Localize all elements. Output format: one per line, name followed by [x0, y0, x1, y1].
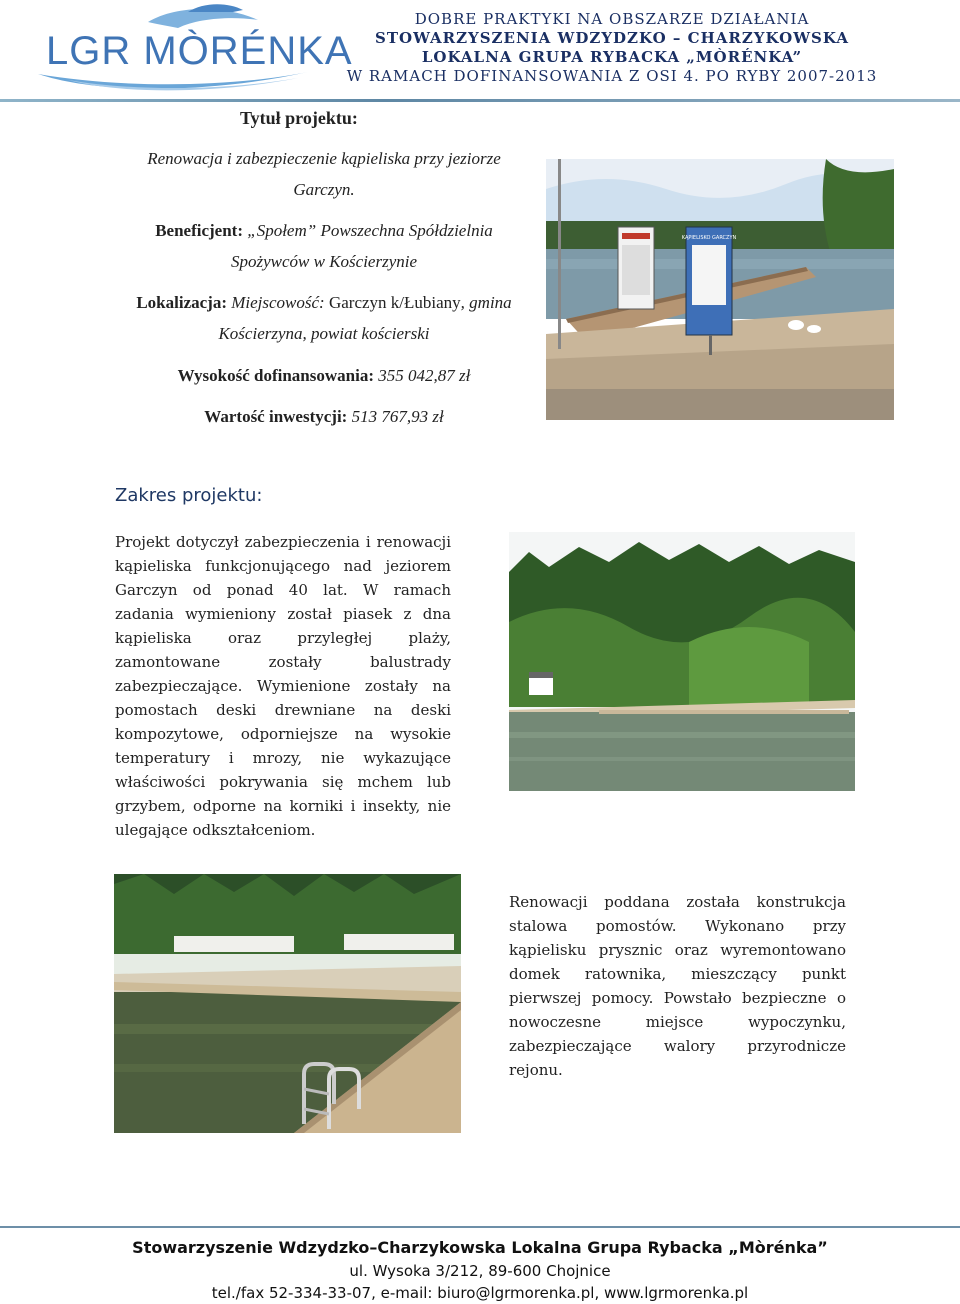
location-label: Lokalizacja:: [136, 293, 227, 312]
project-title-line-2: Garczyn.: [293, 180, 355, 199]
header-line-1: DOBRE PRAKTYKI NA OBSZARZE DZIAŁANIA: [414, 10, 810, 28]
beneficiary-row: [110, 216, 538, 246]
photo-pier-ladder: [114, 874, 461, 1133]
project-title-label: Tytuł projektu:: [240, 108, 358, 128]
sign-text: KĄPIELISKO GARCZYN: [681, 235, 737, 241]
photo-beach-signs: [546, 159, 894, 420]
investment-value: 513 767,93 zł: [351, 407, 444, 426]
header-line-2: STOWARZYSZENIA WDZYDZKO – CHARZYKOWSKA: [375, 29, 849, 47]
scope-paragraph-2: Renowacji poddana została konstrukcja stalowa pomostów. Wykonano przy kąpielisku prysznic oraz wyremontowano domek ratownika, mieszczący punkt pierwszej pomocy. Powstało bezpieczne o nowoczesne miejsce wypoczynku, zabezpieczające walory przyrodnicze rejonu.: [509, 893, 846, 1079]
page-footer: [0, 1236, 960, 1304]
footer-organization: Stowarzyszenie Wdzydzko–Charzykowska Lokalna Grupa Rybacka „Mòrénka”: [132, 1238, 828, 1257]
footer-divider: [0, 1226, 960, 1228]
location-commune-label: , gmina: [460, 293, 512, 312]
svg-text:LGR MÒRÉNKA: LGR MÒRÉNKA: [46, 29, 353, 73]
scope-heading: Zakres projektu:: [115, 485, 263, 506]
investment-row: [110, 402, 538, 432]
beneficiary-value: „Społem” Powszechna Spółdzielnia: [247, 221, 493, 240]
header-divider: [0, 99, 960, 102]
header-line-4: W RAMACH DOFINANSOWANIA Z OSI 4. PO RYBY 2007-2013: [346, 67, 878, 85]
funding-label: Wysokość dofinansowania:: [177, 366, 374, 385]
lgr-morenka-logo: [28, 2, 353, 96]
location-row: [110, 288, 538, 318]
scope-paragraph-1: Projekt dotyczył zabezpieczenia i renowacji kąpieliska funkcjonującego nad jeziorem Garczyn od ponad 40 lat. W ramach zadania wymieniony został piasek z dna kąpieliska oraz przyległej plaży, zamontowane zostały balustrady zabezpieczające. Wymienione zostały na pomostach deski drewniane na deski kompozytowe, odporniejsze na wysokie temperatury i mrozy, nie wykazujące właściwości pokrywania się mchem lub grzybem, odporne na korniki i insekty, nie ulegające odkształceniom.: [115, 533, 451, 839]
funding-row: [110, 361, 538, 391]
investment-label: Wartość inwestycji:: [204, 407, 348, 426]
header-title-block: [312, 10, 912, 86]
project-title-line-1: Renowacja i zabezpieczenie kąpieliska przy jeziorze: [147, 149, 501, 168]
header-line-3: LOKALNA GRUPA RYBACKA „MÒRÉNKA”: [421, 48, 803, 66]
footer-contact: tel./fax 52-334-33-07, e-mail: biuro@lgrmorenka.pl, www.lgrmorenka.pl: [211, 1284, 749, 1302]
beneficiary-value-line-2: Spożywców w Kościerzynie: [230, 252, 418, 271]
photo-forest-lake: [509, 532, 855, 791]
footer-address: ul. Wysoka 3/212, 89-600 Chojnice: [349, 1262, 611, 1280]
funding-value: 355 042,87 zł: [378, 366, 471, 385]
beneficiary-label: Beneficjent:: [155, 221, 243, 240]
location-line-2: Kościerzyna, powiat kościerski: [218, 324, 430, 343]
location-place: Garczyn k/Łubiany: [328, 293, 461, 312]
page-header: [0, 0, 960, 102]
location-place-label: Miejscowość:: [231, 293, 325, 312]
